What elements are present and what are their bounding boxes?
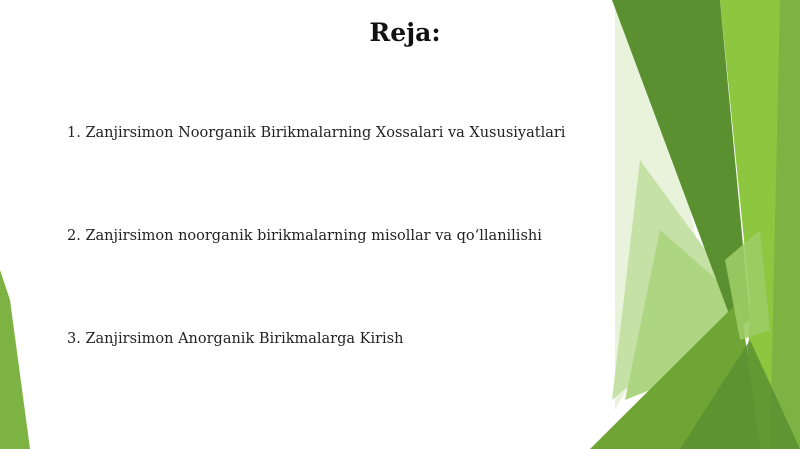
slide-title: Reja: [369, 18, 441, 47]
agenda-item: 3. Zanjirsimon Anorganik Birikmalarga Kirish [67, 331, 404, 347]
agenda-item: 2. Zanjirsimon noorganik birikmalarning misollar va qo‘llanilishi [67, 228, 542, 244]
left-edge-facet [0, 270, 30, 449]
agenda-item: 1. Zanjirsimon Noorganik Birikmalarning Xossalari va Xususiyatlari [67, 125, 566, 141]
